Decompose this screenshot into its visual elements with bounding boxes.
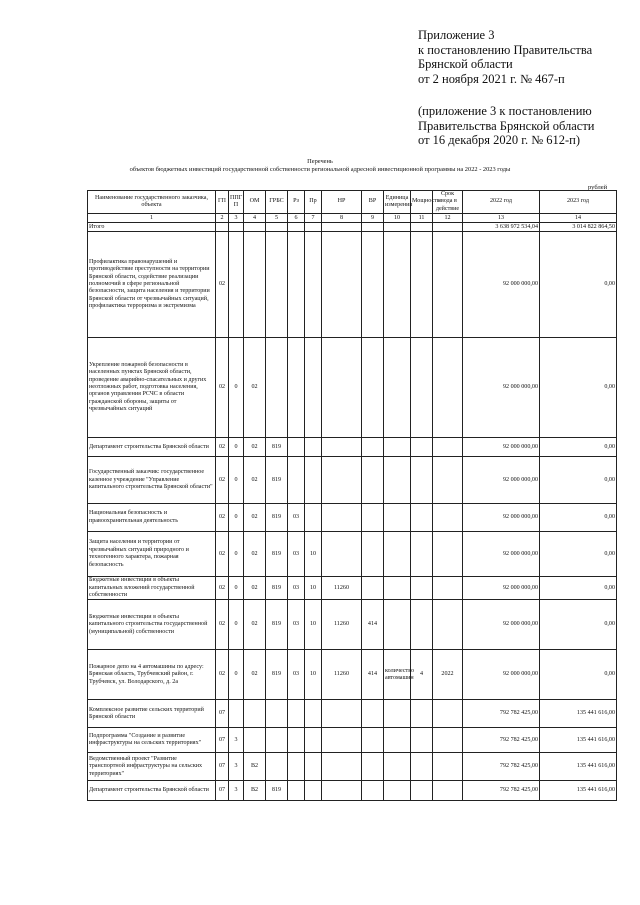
title-line: Перечень	[307, 158, 333, 165]
unit-cell	[384, 728, 411, 753]
investment-table	[87, 190, 617, 801]
amount-2023: 0,00	[540, 532, 617, 577]
unit-cell	[384, 532, 411, 577]
grbs-code	[266, 728, 288, 753]
pr-code	[305, 700, 322, 728]
amount-2023: 135 441 616,00	[540, 728, 617, 753]
power-cell	[411, 457, 433, 504]
vr-code	[362, 438, 384, 457]
pr-code: 10	[305, 532, 322, 577]
rz-code: 03	[288, 600, 305, 650]
power-cell	[411, 438, 433, 457]
np-code	[322, 504, 362, 532]
table-row	[88, 753, 617, 781]
unit-cell	[384, 700, 411, 728]
power-cell	[411, 753, 433, 781]
document-title	[90, 158, 550, 174]
amount-2022: 792 782 425,00	[463, 728, 540, 753]
om-code	[244, 223, 266, 232]
term-cell	[433, 504, 463, 532]
table-row	[88, 457, 617, 504]
pr-code	[305, 504, 322, 532]
term-cell	[433, 438, 463, 457]
ppgp-code: 0	[229, 650, 244, 700]
amount-2023: 3 014 822 864,50	[540, 223, 617, 232]
vr-code	[362, 700, 384, 728]
amount-2023: 0,00	[540, 457, 617, 504]
gp-code	[216, 223, 229, 232]
grbs-code: 819	[266, 600, 288, 650]
pr-code	[305, 223, 322, 232]
gp-code: 07	[216, 728, 229, 753]
ppgp-code	[229, 232, 244, 338]
pr-code: 10	[305, 577, 322, 600]
grbs-code: 819	[266, 577, 288, 600]
np-code	[322, 338, 362, 438]
pr-code: 10	[305, 650, 322, 700]
unit-cell	[384, 600, 411, 650]
rz-code	[288, 223, 305, 232]
power-cell	[411, 728, 433, 753]
om-code: 02	[244, 650, 266, 700]
row-name: Укрепление пожарной безопасности в населенных пунктах Брянской области, проведение аварийно-спасательных и других неотложных работ, подготовка населения, органов управления РСЧС в области гражданской обороны, защиты от чрезвычайных ситуаций	[88, 338, 216, 438]
pr-code	[305, 338, 322, 438]
om-code: 02	[244, 532, 266, 577]
row-name: Департамент строительства Брянской области	[88, 781, 216, 801]
col-number: 6	[288, 214, 305, 223]
col-number: 14	[540, 214, 617, 223]
row-name: Национальная безопасность и правоохранительная деятельность	[88, 504, 216, 532]
grbs-code: 819	[266, 650, 288, 700]
col-np-header: НР	[322, 191, 362, 214]
vr-code	[362, 338, 384, 438]
rz-code: 03	[288, 577, 305, 600]
amount-2023: 135 441 616,00	[540, 700, 617, 728]
amount-2022: 92 000 000,00	[463, 600, 540, 650]
power-cell	[411, 600, 433, 650]
pr-code: 10	[305, 600, 322, 650]
col-rz-header: Рз	[288, 191, 305, 214]
om-code: В2	[244, 781, 266, 801]
table-row	[88, 532, 617, 577]
ppgp-code: 0	[229, 577, 244, 600]
rz-code	[288, 781, 305, 801]
power-cell	[411, 781, 433, 801]
power-cell	[411, 577, 433, 600]
grbs-code: 819	[266, 438, 288, 457]
col-gp-header: ГП	[216, 191, 229, 214]
amount-2023: 135 441 616,00	[540, 781, 617, 801]
col-vr-header: ВР	[362, 191, 384, 214]
om-code: 02	[244, 504, 266, 532]
table-row	[88, 700, 617, 728]
col-number: 12	[433, 214, 463, 223]
amount-2022: 92 000 000,00	[463, 577, 540, 600]
unit-cell	[384, 504, 411, 532]
term-cell	[433, 457, 463, 504]
np-code: 11260	[322, 600, 362, 650]
col-ppgp-header: ППГ П	[229, 191, 244, 214]
np-code	[322, 232, 362, 338]
row-name: Итого	[88, 223, 216, 232]
amount-2022: 792 782 425,00	[463, 781, 540, 801]
grbs-code	[266, 223, 288, 232]
ppgp-code: 0	[229, 338, 244, 438]
col-number: 13	[463, 214, 540, 223]
col-om-header: ОМ	[244, 191, 266, 214]
rz-code	[288, 438, 305, 457]
appendix-header	[418, 28, 628, 148]
term-cell	[433, 577, 463, 600]
np-code	[322, 532, 362, 577]
om-code: 02	[244, 600, 266, 650]
header-row	[88, 191, 617, 214]
vr-code	[362, 753, 384, 781]
header-line: Правительства Брянской области	[418, 118, 595, 133]
rz-code	[288, 457, 305, 504]
col-number: 7	[305, 214, 322, 223]
term-cell	[433, 223, 463, 232]
power-cell	[411, 223, 433, 232]
pr-code	[305, 753, 322, 781]
pr-code	[305, 232, 322, 338]
ppgp-code: 3	[229, 728, 244, 753]
gp-code: 07	[216, 700, 229, 728]
amount-2022: 92 000 000,00	[463, 438, 540, 457]
table-row	[88, 728, 617, 753]
ppgp-code: 3	[229, 781, 244, 801]
amount-2022: 92 000 000,00	[463, 504, 540, 532]
pr-code	[305, 728, 322, 753]
np-code	[322, 753, 362, 781]
np-code: 11260	[322, 577, 362, 600]
ppgp-code	[229, 223, 244, 232]
row-name: Подпрограмма "Создание и развитие инфраструктуры на сельских территориях"	[88, 728, 216, 753]
power-cell: 4	[411, 650, 433, 700]
rz-code	[288, 700, 305, 728]
column-number-row	[88, 214, 617, 223]
rz-code: 03	[288, 532, 305, 577]
amount-2023: 0,00	[540, 338, 617, 438]
om-code: 02	[244, 577, 266, 600]
row-name: Пожарное депо на 4 автомашины по адресу: Брянская область, Трубчевский район, г. Трубчевск, ул. Володарского, д. 2а	[88, 650, 216, 700]
col-2022-header: 2022 год	[463, 191, 540, 214]
amount-2022: 92 000 000,00	[463, 338, 540, 438]
amount-2022: 792 782 425,00	[463, 700, 540, 728]
term-cell	[433, 753, 463, 781]
amount-2022: 92 000 000,00	[463, 457, 540, 504]
term-cell	[433, 600, 463, 650]
power-cell	[411, 338, 433, 438]
table-row	[88, 232, 617, 338]
title-line: объектов бюджетных инвестиций государственной собственности региональной адресной инвестиционной программы на 2022 - 2023 годы	[129, 166, 511, 173]
gp-code: 07	[216, 781, 229, 801]
rz-code	[288, 728, 305, 753]
ppgp-code: 0	[229, 504, 244, 532]
vr-code: 414	[362, 650, 384, 700]
grbs-code: 819	[266, 532, 288, 577]
om-code	[244, 728, 266, 753]
col-term-header: Срок ввода в действие	[433, 191, 463, 214]
vr-code	[362, 728, 384, 753]
vr-code: 414	[362, 600, 384, 650]
col-number: 11	[411, 214, 433, 223]
row-name: Бюджетные инвестиции в объекты капитального строительства государственной (муниципальной) собственности	[88, 600, 216, 650]
amount-2023: 0,00	[540, 438, 617, 457]
term-cell	[433, 232, 463, 338]
unit-cell	[384, 438, 411, 457]
col-power-header: Мощность	[411, 191, 433, 214]
row-name: Защита населения и территории от чрезвычайных ситуаций природного и техногенного характера, пожарная безопасность	[88, 532, 216, 577]
table-row	[88, 600, 617, 650]
row-name: Государственный заказчик: государственное казенное учреждение "Управление капитального строительства Брянской области"	[88, 457, 216, 504]
col-number: 4	[244, 214, 266, 223]
amount-2022: 92 000 000,00	[463, 232, 540, 338]
col-number: 2	[216, 214, 229, 223]
amount-2022: 92 000 000,00	[463, 532, 540, 577]
table-row	[88, 650, 617, 700]
ppgp-code: 3	[229, 753, 244, 781]
gp-code: 02	[216, 232, 229, 338]
gp-code: 02	[216, 504, 229, 532]
amount-2023: 0,00	[540, 504, 617, 532]
amount-2023: 135 441 616,00	[540, 753, 617, 781]
term-cell	[433, 532, 463, 577]
pr-code	[305, 438, 322, 457]
unit-cell: количество автомашин	[384, 650, 411, 700]
unit-cell	[384, 338, 411, 438]
om-code: 02	[244, 457, 266, 504]
rz-code: 03	[288, 504, 305, 532]
table-row	[88, 338, 617, 438]
amount-2023: 0,00	[540, 600, 617, 650]
row-name: Ведомственный проект "Развитие транспортной инфраструктуры на сельских территориях"	[88, 753, 216, 781]
rz-code	[288, 338, 305, 438]
term-cell	[433, 338, 463, 438]
unit-label: рублей	[588, 184, 608, 191]
amount-2023: 0,00	[540, 232, 617, 338]
gp-code: 02	[216, 577, 229, 600]
header-line: Приложение 3	[418, 28, 495, 42]
np-code	[322, 457, 362, 504]
np-code: 11260	[322, 650, 362, 700]
col-number: 5	[266, 214, 288, 223]
vr-code	[362, 577, 384, 600]
unit-cell	[384, 232, 411, 338]
vr-code	[362, 781, 384, 801]
row-name: Бюджетные инвестиции в объекты капитальных вложений государственной собственности	[88, 577, 216, 600]
gp-code: 02	[216, 650, 229, 700]
col-name-header: Наименование государственного заказчика, объекта	[88, 191, 216, 214]
term-cell	[433, 781, 463, 801]
table-row	[88, 781, 617, 801]
np-code	[322, 728, 362, 753]
col-unit-header: Единица измерения	[384, 191, 411, 214]
grbs-code: 819	[266, 504, 288, 532]
col-number: 9	[362, 214, 384, 223]
grbs-code	[266, 753, 288, 781]
grbs-code	[266, 700, 288, 728]
amount-2023: 0,00	[540, 577, 617, 600]
amount-2022: 792 782 425,00	[463, 753, 540, 781]
ppgp-code	[229, 700, 244, 728]
grbs-code	[266, 232, 288, 338]
gp-code: 02	[216, 438, 229, 457]
gp-code: 07	[216, 753, 229, 781]
pr-code	[305, 781, 322, 801]
grbs-code	[266, 338, 288, 438]
header-line: (приложение 3 к постановлению	[418, 104, 592, 118]
table-row	[88, 504, 617, 532]
unit-cell	[384, 781, 411, 801]
col-number: 1	[88, 214, 216, 223]
vr-code	[362, 232, 384, 338]
ppgp-code: 0	[229, 438, 244, 457]
unit-cell	[384, 577, 411, 600]
ppgp-code: 0	[229, 457, 244, 504]
term-cell	[433, 700, 463, 728]
vr-code	[362, 223, 384, 232]
vr-code	[362, 504, 384, 532]
om-code	[244, 700, 266, 728]
vr-code	[362, 532, 384, 577]
rz-code: 03	[288, 650, 305, 700]
table-row	[88, 577, 617, 600]
amount-2022: 92 000 000,00	[463, 650, 540, 700]
unit-cell	[384, 753, 411, 781]
col-grbs-header: ГРБС	[266, 191, 288, 214]
header-line: от 16 декабря 2020 г. № 612-п)	[418, 133, 581, 147]
grbs-code: 819	[266, 457, 288, 504]
vr-code	[362, 457, 384, 504]
np-code	[322, 700, 362, 728]
om-code: 02	[244, 338, 266, 438]
row-name: Департамент строительства Брянской области	[88, 438, 216, 457]
unit-cell	[384, 457, 411, 504]
term-cell	[433, 728, 463, 753]
amount-2022: 3 638 972 534,04	[463, 223, 540, 232]
power-cell	[411, 532, 433, 577]
col-2023-header: 2023 год	[540, 191, 617, 214]
unit-cell	[384, 223, 411, 232]
header-line: Брянской области	[418, 57, 513, 71]
ppgp-code: 0	[229, 600, 244, 650]
row-name: Комплексное развитие сельских территорий Брянской области	[88, 700, 216, 728]
rz-code	[288, 753, 305, 781]
ppgp-code: 0	[229, 532, 244, 577]
np-code	[322, 438, 362, 457]
np-code	[322, 781, 362, 801]
header-line: к постановлению Правительства	[418, 42, 593, 57]
power-cell	[411, 504, 433, 532]
amount-2023: 0,00	[540, 650, 617, 700]
col-number: 3	[229, 214, 244, 223]
power-cell	[411, 232, 433, 338]
col-number: 10	[384, 214, 411, 223]
header-line: от 2 ноября 2021 г. № 467-п	[418, 71, 565, 86]
rz-code	[288, 232, 305, 338]
row-name: Профилактика правонарушений и противодействие преступности на территории Брянской области, содействие реализации полномочий в сфере региональной безопасности, защита населения и территории Брянской области от чрезвычайных ситуаций, профилактика терроризма и экстремизма	[88, 232, 216, 338]
np-code	[322, 223, 362, 232]
om-code: В2	[244, 753, 266, 781]
col-number: 8	[322, 214, 362, 223]
term-cell: 2022	[433, 650, 463, 700]
total-row	[88, 223, 617, 232]
table-row	[88, 438, 617, 457]
pr-code	[305, 457, 322, 504]
gp-code: 02	[216, 338, 229, 438]
gp-code: 02	[216, 457, 229, 504]
om-code: 02	[244, 438, 266, 457]
om-code	[244, 232, 266, 338]
gp-code: 02	[216, 600, 229, 650]
gp-code: 02	[216, 532, 229, 577]
col-pr-header: Пр	[305, 191, 322, 214]
power-cell	[411, 700, 433, 728]
grbs-code: 819	[266, 781, 288, 801]
